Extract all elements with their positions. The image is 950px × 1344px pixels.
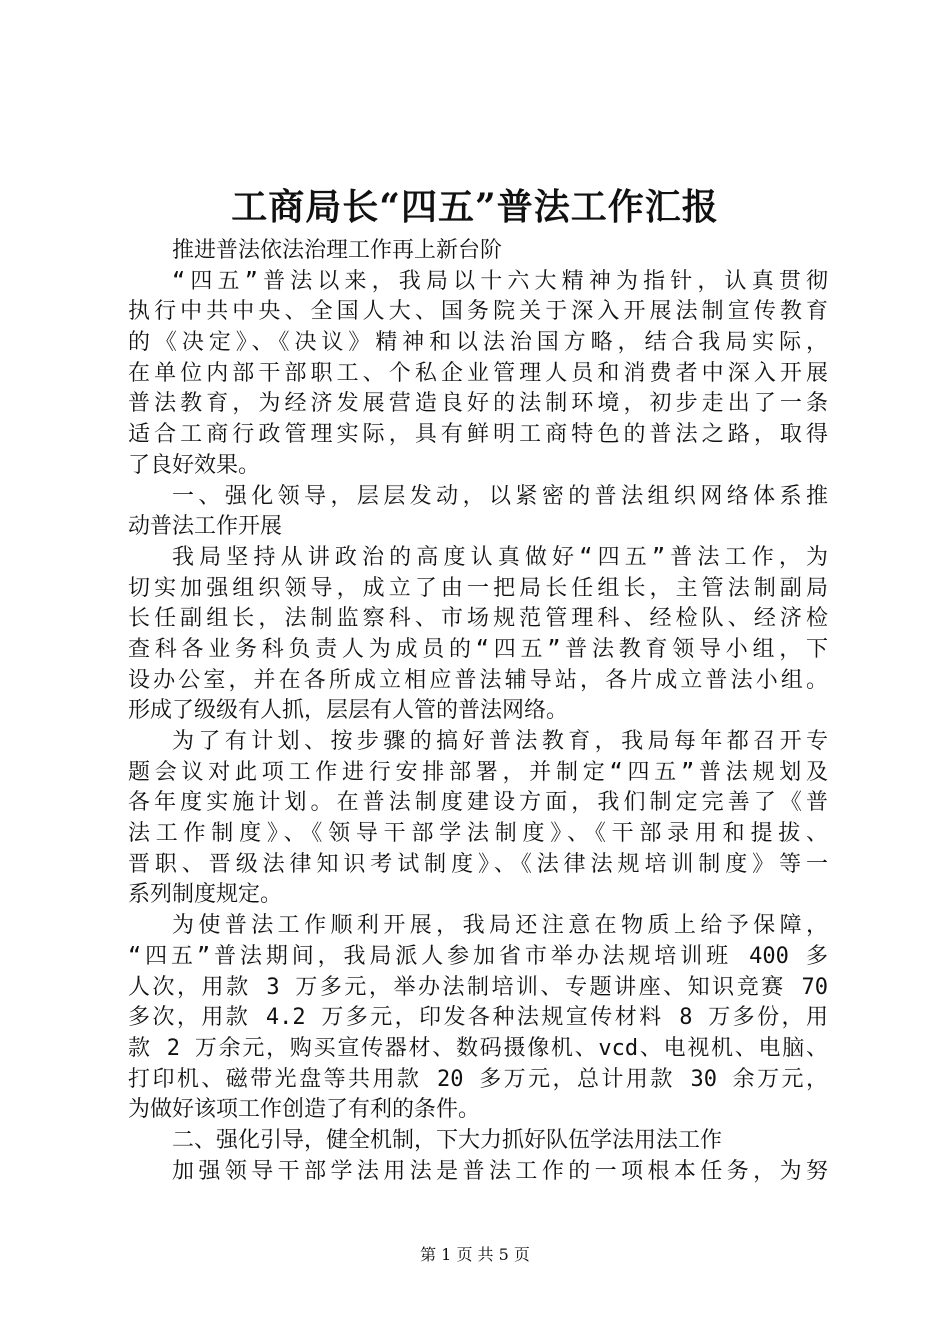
text-line: 推进普法依法治理工作再上新台阶 [172,238,503,263]
text-line: 查科各业务科负责人为成员的“四五”普法教育领导小组，下 [128,636,828,662]
text-line: “四五”普法以来，我局以十六大精神为指针，认真贯彻 [172,268,828,294]
text-line: 动普法工作开展 [128,514,283,540]
text-line: 我局坚持从讲政治的高度认真做好“四五”普法工作，为 [172,544,828,570]
text-line: 普法教育，为经济发展营造良好的法制环境，初步走出了一条 [128,391,828,417]
text-line: 长任副组长，法制监察科、市场规范管理科、经检队、经济检 [128,606,828,632]
text-line: 款 2 万余元，购买宣传器材、数码摄像机、vcd、电视机、电脑、 [128,1035,828,1061]
text-line: 法工作制度》、《领导干部学法制度》、《干部录用和提拔、 [128,821,828,847]
document-body [128,236,828,1187]
text-line: 执行中共中央、全国人大、国务院关于深入开展法制宣传教育 [128,299,828,325]
text-line: 各年度实施计划。在普法制度建设方面，我们制定完善了《普 [128,790,828,816]
text-line: “四五”普法期间，我局派人参加省市举办法规培训班 400 多 [128,943,828,969]
text-line: 为了有计划、按步骤的搞好普法教育，我局每年都召开专 [172,729,828,754]
text-line: 形成了级级有人抓，层层有人管的普法网络。 [128,698,569,724]
text-line: 了良好效果。 [128,452,261,478]
text-line: 的《决定》、《决议》精神和以法治国方略，结合我局实际， [128,330,828,356]
text-line: 适合工商行政管理实际，具有鲜明工商特色的普法之路，取得 [128,422,828,448]
page-footer: 第 1 页 共 5 页 [420,1245,530,1264]
text-line: 在单位内部干部职工、个私企业管理人员和消费者中深入开展 [128,360,828,386]
text-line: 打印机、磁带光盘等共用款 20 多万元，总计用款 30 余万元， [128,1066,828,1092]
text-line: 加强领导干部学法用法是普法工作的一项根本任务，为努 [172,1158,828,1184]
text-line: 晋职、晋级法律知识考试制度》、《法律法规培训制度》等一 [128,851,828,877]
text-line: 多次，用款 4.2 万多元，印发各种法规宣传材料 8 万多份，用 [128,1005,828,1031]
text-line: 题会议对此项工作进行安排部署，并制定“四五”普法规划及 [128,759,828,785]
text-line: 为使普法工作顺利开展，我局还注意在物质上给予保障， [172,913,828,939]
text-line: 系列制度规定。 [128,882,283,908]
text-line: 为做好该项工作创造了有利的条件。 [128,1097,481,1123]
document-title: 工商局长“四五”普法工作汇报 [231,186,719,228]
text-line: 二、强化引导，健全机制，下大力抓好队伍学法用法工作 [172,1127,723,1153]
text-line: 切实加强组织领导，成立了由一把局长任组长，主管法制副局 [128,575,828,601]
text-line: 设办公室，并在各所成立相应普法辅导站，各片成立普法小组。 [128,667,828,693]
text-line: 一、强化领导，层层发动，以紧密的普法组织网络体系推 [172,483,828,509]
text-line: 人次，用款 3 万多元，举办法制培训、专题讲座、知识竞赛 70 [128,974,828,1000]
